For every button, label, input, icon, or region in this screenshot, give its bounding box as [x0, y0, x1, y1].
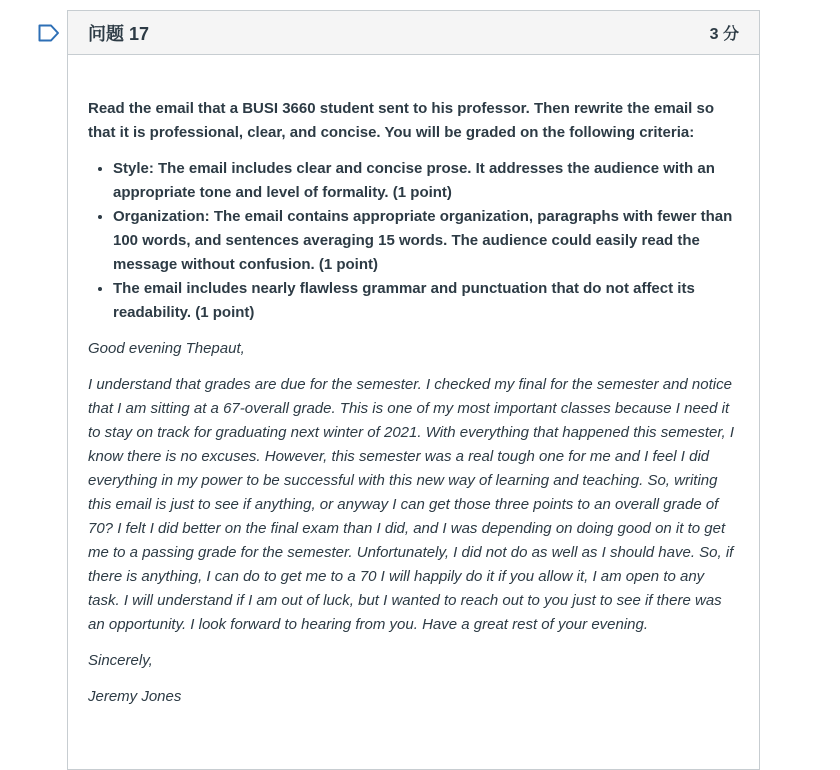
question-title: 问题 17	[88, 23, 150, 44]
criteria-item: • Organization: The email contains appropriate organization, paragraphs with fewer than 100 words, and sentences averaging 15 words. The audience could easily read the message without confusion. (1 point)	[113, 205, 739, 277]
question-text	[68, 55, 759, 709]
criteria-list	[88, 157, 739, 325]
question-points: 3 分	[709, 26, 739, 43]
question-header	[68, 11, 759, 55]
email-text	[88, 337, 739, 709]
question-card	[67, 10, 760, 770]
email-signature: Jeremy Jones	[88, 688, 182, 705]
question-prompt: Read the email that a BUSI 3660 student sent to his professor. Then rewrite the email so that it is professional, clear, and concise. You will be graded on the following criteria:	[88, 100, 715, 141]
criteria-item: • Style: The email includes clear and concise prose. It addresses the audience with an appropriate tone and level of formality. (1 point)	[113, 157, 739, 205]
email-body: I understand that grades are due for the semester. I checked my final for the semester and notice that I am sitting at a 67-overall grade. This is one of my most important classes because I need it to stay on track for graduating next winter of 2021. With everything that happened this semester, I know there is no excuses. However, this semester was a real tough one for me and I feel I did everything in my power to be successful with this new way of learning and teaching. So, writing this email is just to see if anything, or anyway I can get those three points to an overall grade of 70? I felt I did better on the final exam than I did, and I was depending on doing good on it to get me to a passing grade for the semester. Unfortunately, I did not do as well as I should have. So, if there is anything, I can do to get me to a 70 I will happily do it if you allow it, I am open to any task. I will understand if I am out of luck, but I wanted to reach out to you just to see if there was an opportunity. I look forward to hearing from you. Have a great rest of your evening.	[88, 376, 735, 633]
criteria-item: • The email includes nearly flawless grammar and punctuation that do not affect its readability. (1 point)	[113, 277, 739, 325]
email-closing: Sincerely,	[88, 652, 153, 669]
flag-question-icon[interactable]	[38, 24, 60, 42]
email-greeting: Good evening Thepaut,	[88, 340, 245, 357]
